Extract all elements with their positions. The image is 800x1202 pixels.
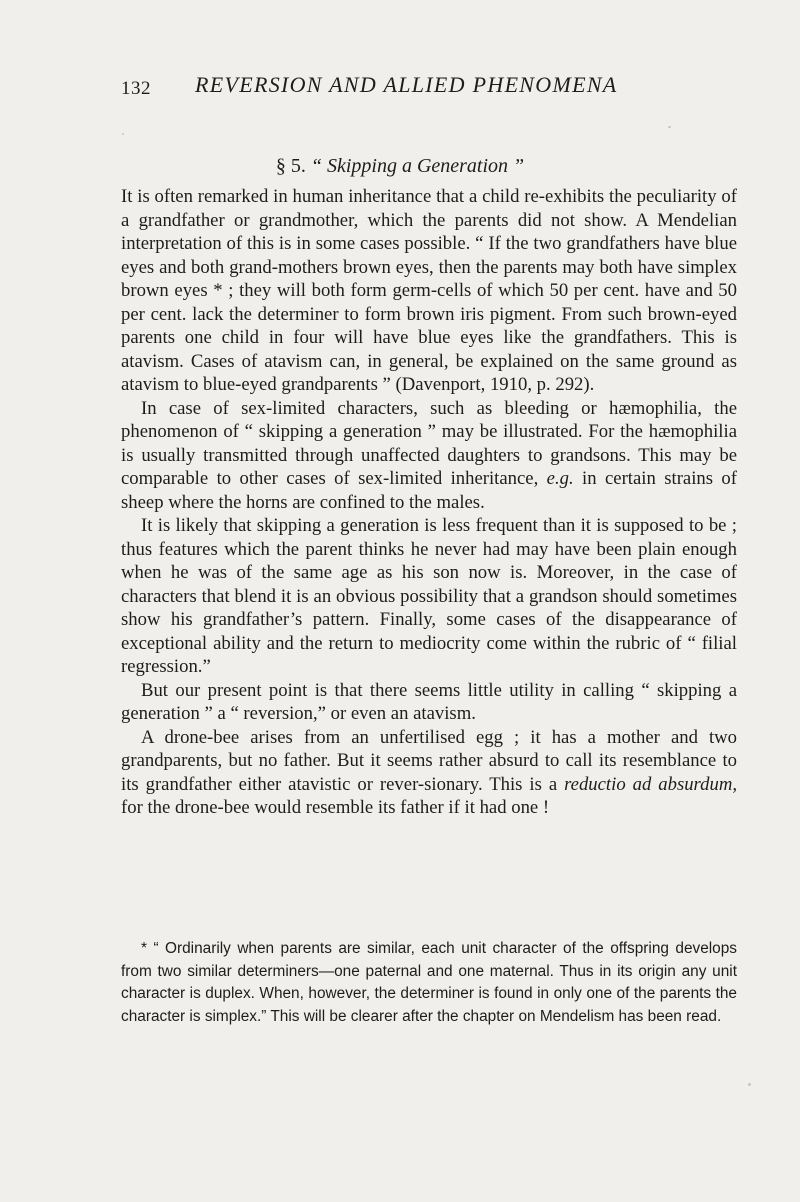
section-title: “ Skipping a Generation ”	[310, 155, 525, 177]
paragraph-2	[121, 397, 737, 515]
paper-speck	[748, 1083, 751, 1086]
running-head: REVERSION AND ALLIED PHENOMENA	[195, 72, 618, 97]
page-header	[121, 72, 681, 102]
body-text	[121, 185, 737, 820]
paragraph-text: But our present point is that there seems little utility in calling “ skipping a generation ” a “ reversion,” or even an atavism.	[121, 679, 737, 724]
paragraph-italic: reductio ad absurdum,	[564, 773, 737, 795]
paragraph-5	[121, 726, 737, 820]
paragraph-italic: e.g.	[546, 468, 574, 489]
paragraph-text: In case of sex-limited characters, such as bleeding or hæmophilia, the phenomenon of “ skipping a generation ” may be illustrated. For the hæmophilia is usually transmitted through unaffected daughters to grandsons. This may be comparable to other cases of sex-limited inheritance,	[121, 397, 737, 489]
page-number: 132	[121, 78, 151, 99]
paragraph-4	[121, 679, 737, 726]
paper-speck	[122, 133, 124, 135]
paragraph-text: for the drone-bee would resemble its father if it had one !	[121, 797, 550, 818]
paragraph-1	[121, 185, 737, 397]
paragraph-text: It is likely that skipping a generation is less frequent than it is supposed to be ; thus features which the parent thinks he never had may have been plain enough when he was of the same age as his son now is. Moreover, in the case of characters that blend it is an obvious possibility that a grandson should sometimes show his grandfather’s pattern. Finally, some cases of the disappearance of exceptional ability and the return to mediocrity come within the rubric of “ filial regression.”	[121, 515, 737, 677]
footnote: * “ Ordinarily when parents are similar, each unit character of the offspring develops from two similar determiners—one paternal and one maternal. Thus in its origin any unit character is duplex. When, however, the determiner is found in only one of the parents the character is simplex.” This will be clearer after the chapter on Mendelism has been read.	[121, 940, 737, 1025]
paragraph-text: A drone-bee arises from an unfertilised egg ; it has a mother and two grandparents, but no father. But it seems rather absurd to call its resemblance to its grandfather either atavistic or rever-sionary. This is a	[121, 726, 737, 795]
paragraph-text: in certain strains of sheep where the horns are confined to the males.	[121, 468, 737, 513]
section-heading	[0, 155, 800, 178]
paragraph-3	[121, 514, 737, 679]
section-number: § 5.	[275, 155, 306, 177]
paper-speck	[668, 126, 671, 128]
paragraph-text: It is often remarked in human inheritance that a child re-exhibits the peculiarity of a grandfather or grandmother, which the parents did not show. A Mendelian interpretation of this is in some cases possible. “ If the two grandfathers have blue eyes and both grand-mothers brown eyes, then the parents may both have simplex brown eyes * ; they will both form germ-cells of which 50 per cent. have and 50 per cent. lack the determiner to form brown iris pigment. From such brown-eyed parents one child in four will have blue eyes like the grandfathers. This is atavism. Cases of atavism can, in general, be explained on the same ground as atavism to blue-eyed grandparents ” (Davenport, 1910, p. 292).	[121, 186, 737, 395]
